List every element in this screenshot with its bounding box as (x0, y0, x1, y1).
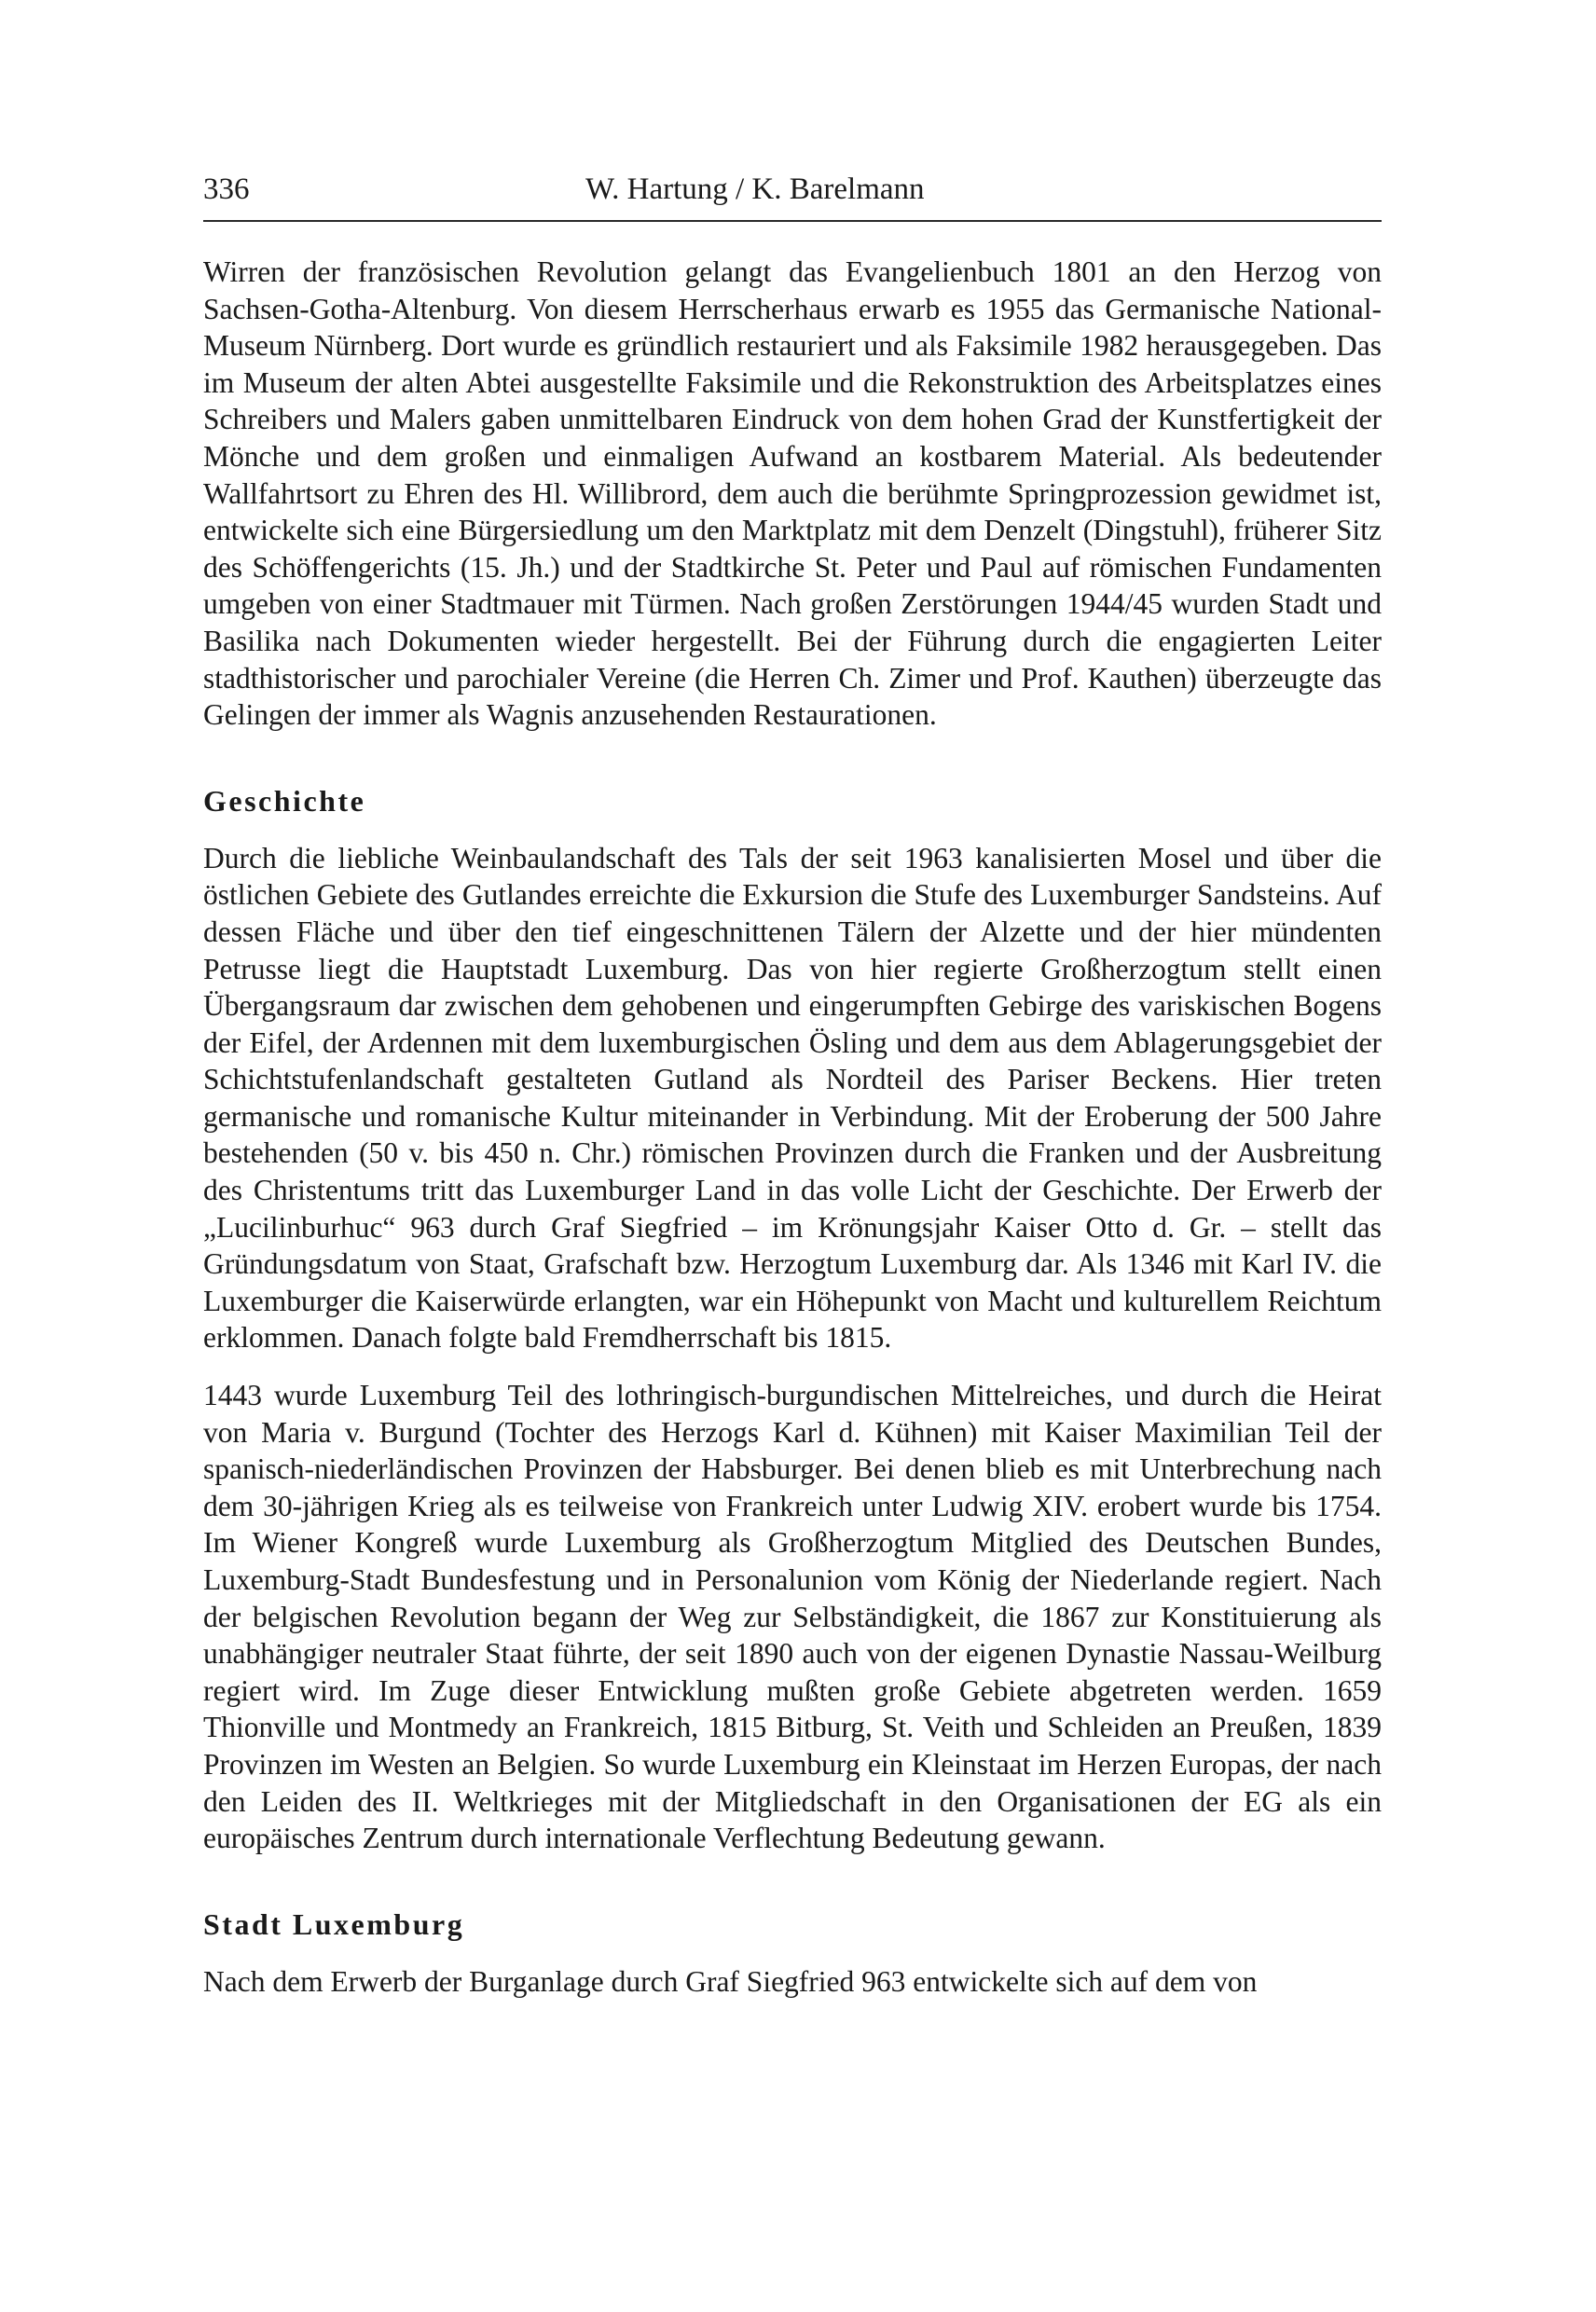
body-text (203, 254, 1382, 2000)
intro-paragraph: Wirren der französischen Revolution gelangt das Evangelienbuch 1801 an den Herzog von Sachsen-Gotha-Altenburg. Von diesem Herrscherhaus erwarb es 1955 das Germanische National-Museum Nürnberg. Dort wurde es gründlich restauriert und als Faksimile 1982 herausgegeben. Das im Museum der alten Abtei ausgestellte Faksimile und die Rekonstruktion des Arbeitsplatzes eines Schreibers und Malers gaben unmittelbaren Eindruck von dem hohen Grad der Kunstfertigkeit der Mönche und dem großen und einmaligen Aufwand an kostbarem Material. Als bedeutender Wallfahrtsort zu Ehren des Hl. Willibrord, dem auch die berühmte Springprozession gewidmet ist, entwickelte sich eine Bürgersiedlung um den Marktplatz mit dem Denzelt (Dingstuhl), früherer Sitz des Schöffengerichts (15. Jh.) und der Stadtkirche St. Peter und Paul auf römischen Fundamenten umgeben von einer Stadtmauer mit Türmen. Nach großen Zerstörungen 1944/45 wurden Stadt und Basilika nach Dokumenten wieder hergestellt. Bei der Führung durch die engagierten Leiter stadthistorischer und parochialer Vereine (die Herren Ch. Zimer und Prof. Kauthen) überzeugte das Gelingen der immer als Wagnis anzusehenden Restaurationen. (203, 255, 1382, 732)
stadt-luxemburg-paragraph-1: Nach dem Erwerb der Burganlage durch Graf Siegfried 963 entwickelte sich auf dem von (203, 1964, 1258, 1998)
header-rule (203, 220, 1382, 222)
heading-spacer (203, 819, 1382, 840)
document-page (203, 0, 1382, 2312)
running-title: W. Hartung / K. Barelmann (585, 172, 925, 206)
section-heading-geschichte: Geschichte (203, 783, 366, 818)
section-spacer (203, 1857, 1382, 1906)
page-number: 336 (203, 172, 250, 206)
paragraph-spacer (203, 1356, 1382, 1377)
section-heading-stadt-luxemburg: Stadt Luxemburg (203, 1906, 465, 1941)
geschichte-paragraph-2: 1443 wurde Luxemburg Teil des lothringisch-burgundischen Mittelreiches, und durch die Heirat von Maria v. Burgund (Tochter des Herzogs Karl d. Kühnen) mit Kaiser Maximilian Teil der spanisch-niederländischen Provinzen der Habsburger. Bei denen blieb es mit Unterbrechung nach dem 30-jährigen Krieg als es teilweise von Frankreich unter Ludwig XIV. erobert wurde bis 1754. Im Wiener Kongreß wurde Luxemburg als Großherzogtum Mitglied des Deutschen Bundes, Luxemburg-Stadt Bundesfestung und in Personalunion vom König der Niederlande regiert. Nach der belgischen Revolution begann der Weg zur Selbständigkeit, die 1867 zur Konstituierung als unabhängiger neutraler Staat führte, der seit 1890 auch von der eigenen Dynastie Nassau-Weilburg regiert wird. Im Zuge dieser Entwicklung mußten große Gebiete abgetreten werden. 1659 Thionville und Montmedy an Frankreich, 1815 Bitburg, St. Veith und Schleiden an Preußen, 1839 Provinzen im Westen an Belgien. So wurde Luxemburg ein Kleinstaat im Herzen Europas, der nach den Leiden des II. Weltkrieges mit der Mitgliedschaft in den Organisationen der EG als ein europäisches Zentrum durch internationale Verflechtung Bedeutung gewann. (203, 1379, 1382, 1855)
geschichte-paragraph-1: Durch die liebliche Weinbaulandschaft des Tals der seit 1963 kanalisierten Mosel und über die östlichen Gebiete des Gutlandes erreichte die Exkursion die Stufe des Luxemburger Sandsteins. Auf dessen Fläche und über den tief eingeschnittenen Tälern der Alzette und der hier mündenten Petrusse liegt die Hauptstadt Luxemburg. Das von hier regierte Großherzogtum stellt einen Übergangsraum dar zwischen dem gehobenen und eingerumpften Gebirge des variskischen Bogens der Eifel, der Ardennen mit dem luxemburgischen Ösling und dem aus dem Ablagerungsgebiet der Schichtstufenlandschaft gestalteten Gutland als Nordteil des Pariser Beckens. Hier treten germanische und romanische Kultur miteinander in Verbindung. Mit der Eroberung der 500 Jahre bestehenden (50 v. bis 450 n. Chr.) römischen Provinzen durch die Franken und der Ausbreitung des Christentums tritt das Luxemburger Land in das volle Licht der Geschichte. Der Erwerb der „Lucilinburhuc“ 963 durch Graf Siegfried – im Krönungsjahr Kaiser Otto d. Gr. – stellt das Gründungsdatum von Staat, Grafschaft bzw. Herzogtum Luxemburg dar. Als 1346 mit Karl IV. die Luxemburger die Kaiserwürde erlangten, war ein Höhepunkt von Macht und kulturellem Reichtum erklommen. Danach folgte bald Fremdherrschaft bis 1815. (203, 841, 1382, 1355)
running-header (203, 166, 1382, 213)
section-spacer (203, 734, 1382, 782)
heading-spacer (203, 1943, 1382, 1963)
